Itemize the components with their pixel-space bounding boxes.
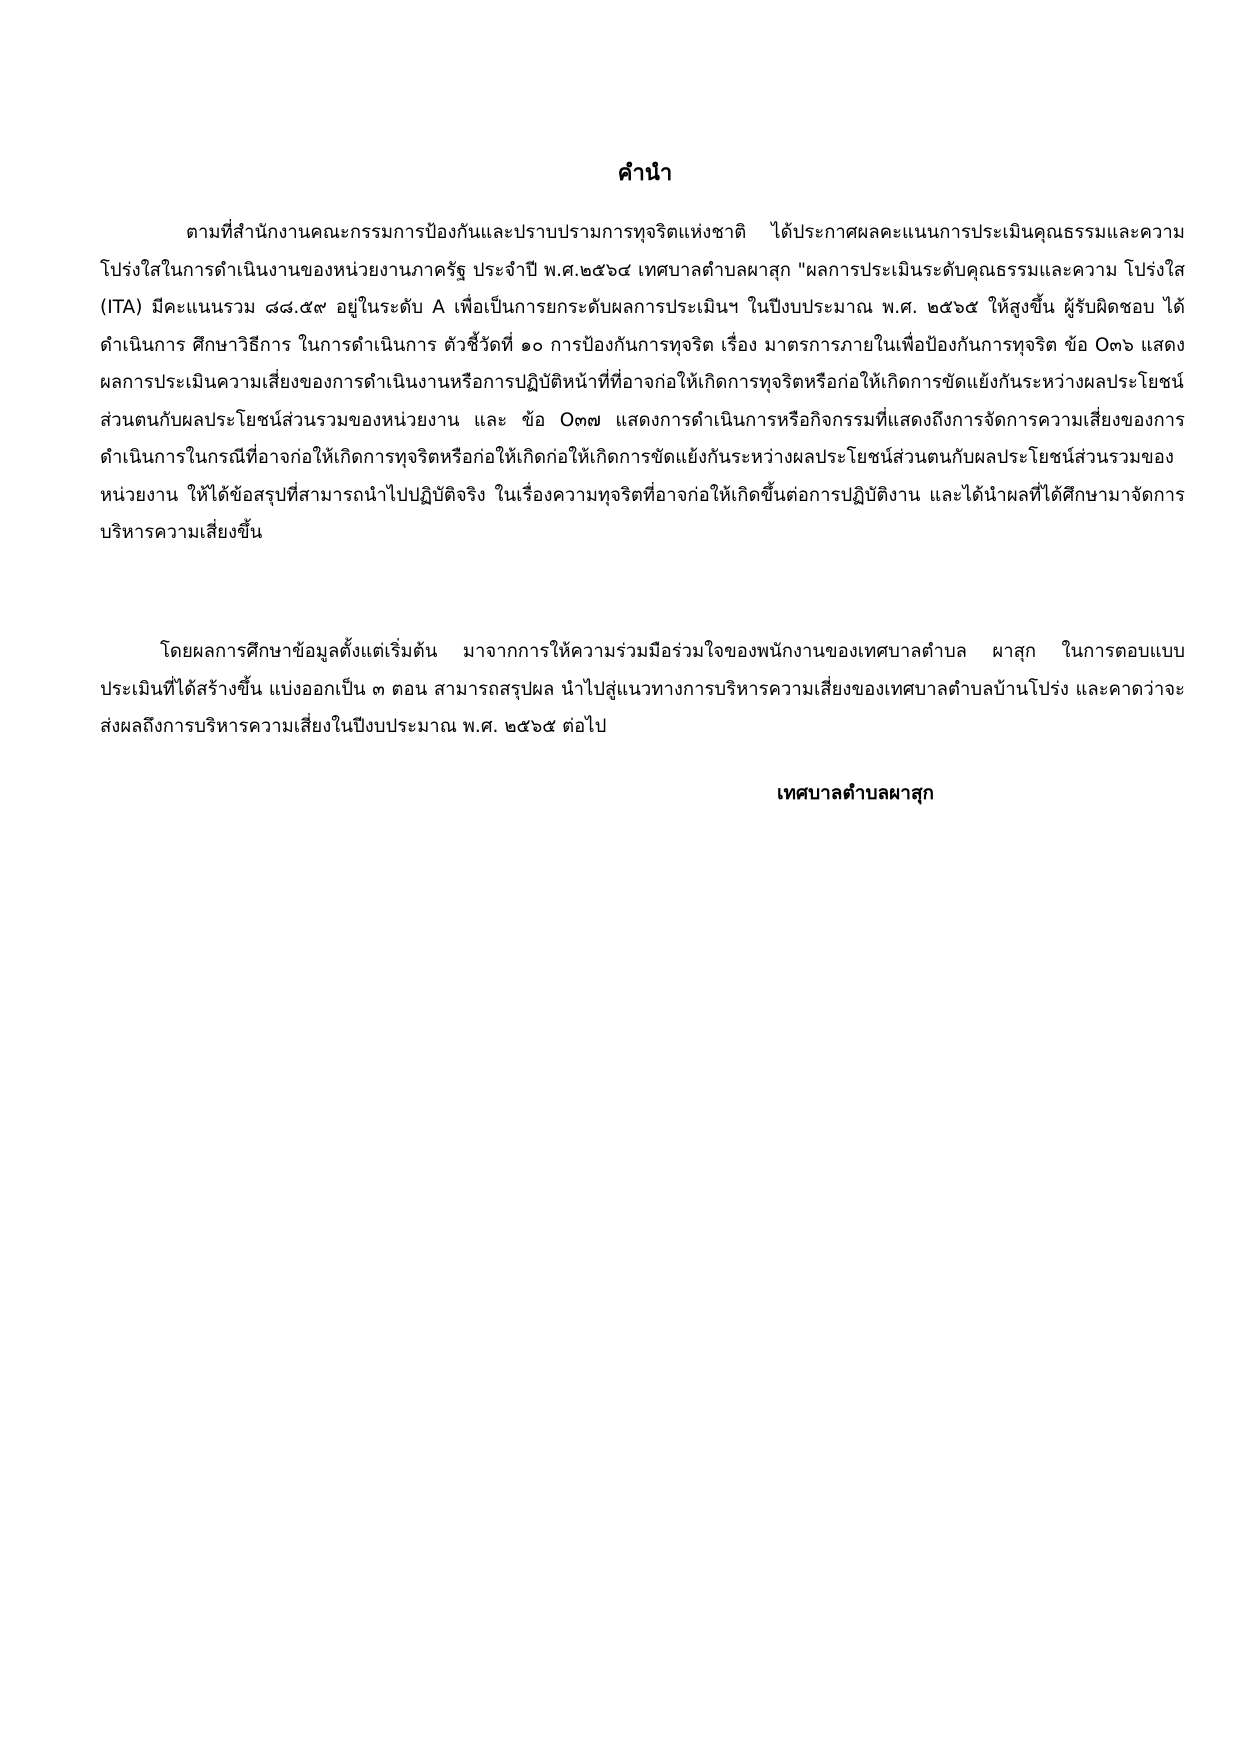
results-paragraph: โดยผลการศึกษาข้อมูลตั้งแต่เริ่มต้น มาจากการให้ความร่วมมือร่วมใจของพนักงานของเทศบาลตำบล ผาสุก ในการตอบแบบประเมินที่ได้สร้างขึ้น แบ่งออกเป็น ๓ ตอน สามารถสรุปผล นำไปสู่แนวทางการบริหารความเสี่ยงของเทศบาลตำบลบ้านโปร่ง และคาดว่าจะส่งผลถึงการบริหารความเสี่ยงในปีงบประมาณ พ.ศ. ๒๕๖๕ ต่อไป [100, 641, 1185, 737]
page-title: คำนำ [617, 161, 673, 186]
signature-org-name: เทศบาลตำบลผาสุก [777, 782, 935, 804]
intro-paragraph: ตามที่สำนักงานคณะกรรมการป้องกันและปราบปรามการทุจริตแห่งชาติ ได้ประกาศผลคะแนนการประเมินคุณธรรมและความโปร่งใสในการดำเนินงานของหน่วยงานภาครัฐ ประจำปี พ.ศ.๒๕๖๔ เทศบาลตำบลผาสุก "ผลการประเมินระดับคุณธรรมและความ โปร่งใส (ITA) มีคะแนนรวม ๘๘.๕๙ อยู่ในระดับ A เพื่อเป็นการยกระดับผลการประเมินฯ ในปีงบประมาณ พ.ศ. ๒๕๖๕ ให้สูงขึ้น ผู้รับผิดชอบ ได้ดำเนินการ ศึกษาวิธีการ ในการดำเนินการ ตัวชี้วัดที่ ๑๐ การป้องกันการทุจริต เรื่อง มาตรการภายในเพื่อป้องกันการทุจริต ข้อ O๓๖ แสดงผลการประเมินความเสี่ยงของการดำเนินงานหรือการปฏิบัติหน้าที่ที่อาจก่อให้เกิดการทุจริตหรือก่อให้เกิดการขัดแย้งกันระหว่างผลประโยชน์ส่วนตนกับผลประโยชน์ส่วนรวมของหน่วยงาน และ ข้อ O๓๗ แสดงการดำเนินการหรือกิจกรรมที่แสดงถึงการจัดการความเสี่ยงของการดำเนินการในกรณีที่อาจก่อให้เกิดการทุจริตหรือก่อให้เกิดก่อให้เกิดการขัดแย้งกันระหว่างผลประโยชน์ส่วนตนกับผลประโยชน์ส่วนรวมของหน่วยงาน ให้ได้ข้อสรุปที่สามารถนำไปปฏิบัติจริง ในเรื่องความทุจริตที่อาจก่อให้เกิดขึ้นต่อการปฏิบัติงาน และได้นำผลที่ได้ศึกษามาจัดการบริหารความเสี่ยงขึ้น [100, 222, 1185, 543]
